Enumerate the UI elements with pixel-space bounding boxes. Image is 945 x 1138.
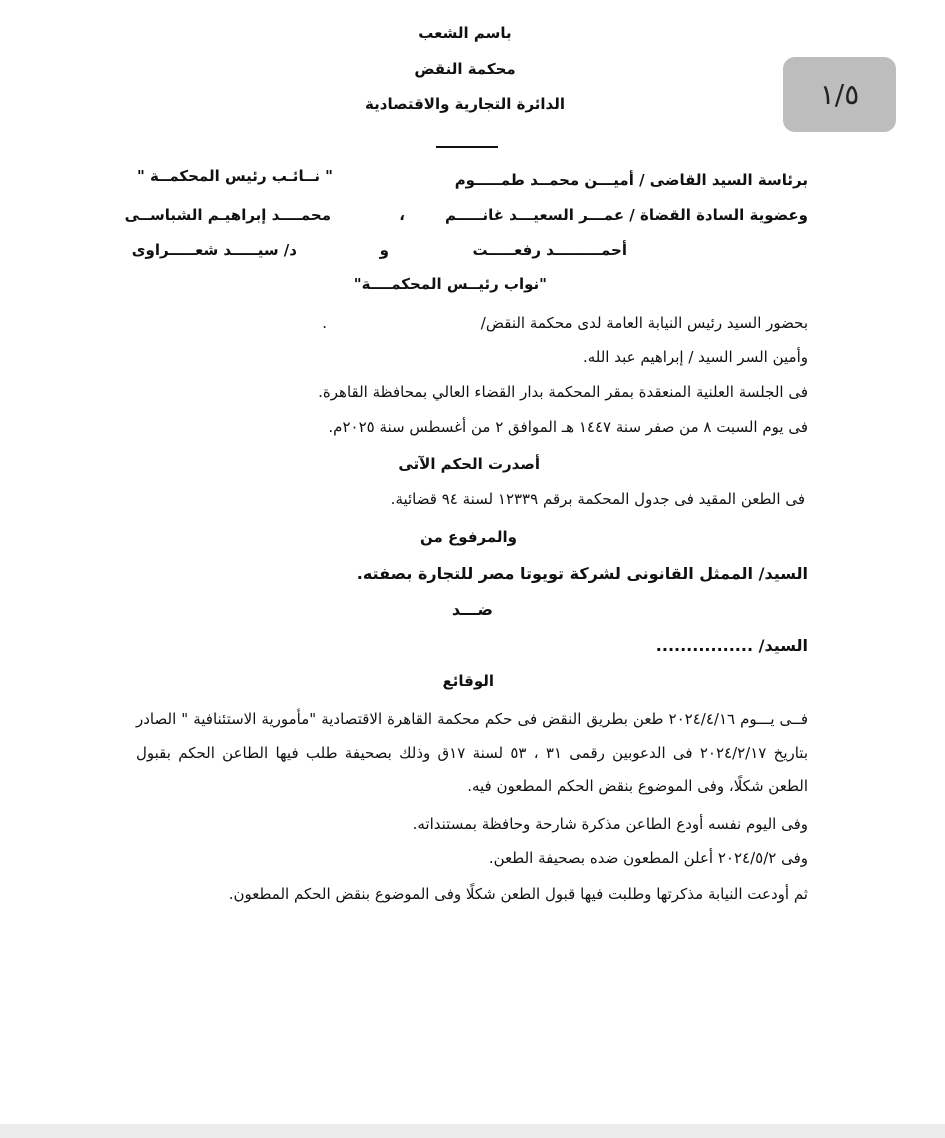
header-divider — [436, 146, 498, 148]
facts-line-4: ثم أودعت النيابة مذكرتها وطلبت فيها قبول الطعن شكلًا وفى الموضوع بنقض الحكم المطعون. — [228, 885, 808, 903]
session-place: فى الجلسة العلنية المنعقدة بمقر المحكمة بدار القضاء العالي بمحافظة القاهرة. — [318, 383, 808, 401]
page-number-badge: ١/٥ — [783, 57, 896, 132]
against-word: ضـــد — [451, 600, 493, 619]
facts-paragraph-1: فــى يـــوم ٢٠٢٤/٤/١٦ طعن بطريق النقض فى حكم محكمة القاهرة الاقتصادية "مأمورية الاستئنافية " الصادر بتاريخ ٢٠٢٤/٢/١٧ فى الدعوبين رقمى ٣١ ، ٥٣ لسنة ١٧ق وذلك بصحيفة طلب فيها الطاعن الحكم بقبول الطعن شكلًا، وفى الموضوع بنقض الحكم المطعون فيه. — [136, 710, 809, 795]
members-and: و — [379, 241, 389, 259]
header-circuit-name: الدائرة التجارية والاقتصادية — [365, 95, 565, 113]
header-court-name: محكمة النقض — [414, 60, 516, 78]
member-2: محمــــد إبراهيـم الشباســى — [124, 206, 331, 224]
member-3: أحمـــــــــد رفعـــــت — [472, 241, 627, 259]
prosecution-attendance: بحضور السيد رئيس النيابة العامة لدى محكمة النقض/ — [480, 314, 808, 332]
respondent-line: السيد/ ................ — [655, 636, 808, 655]
members-label: وعضوية السادة القضاة / عمـــر السعيـــد غانـــــم — [445, 206, 808, 224]
header-in-the-name-of-the-people: باسم الشعب — [418, 24, 512, 42]
secretary-line: وأمين السر السيد / إبراهيم عبد الله. — [582, 348, 808, 366]
ruling-issued-heading: أصدرت الحكم الآتى — [398, 455, 540, 473]
facts-heading: الوقائع — [442, 672, 494, 690]
facts-line-3: وفى ٢٠٢٤/٥/٢ أعلن المطعون ضده بصحيفة الطعن. — [488, 849, 808, 867]
deputies-title: "نواب رئيــس المحكمــــة" — [353, 275, 547, 293]
prosecution-dot: . — [322, 314, 327, 332]
member-4: د/ سيـــــد شعـــــراوى — [131, 241, 297, 259]
facts-line-2: وفى اليوم نفسه أودع الطاعن مذكرة شارحة وحافظة بمستنداته. — [412, 815, 808, 833]
session-date: فى يوم السبت ٨ من صفر سنة ١٤٤٧ هـ الموافق ٢ من أغسطس سنة ٢٠٢٥م. — [328, 418, 808, 436]
presidency-label: برئاسة السيد القاضى / أميـــن محمــد طمـــــوم — [454, 171, 808, 189]
filed-by-heading: والمرفوع من — [420, 528, 517, 546]
appeal-reference: فى الطعن المقيد فى جدول المحكمة برقم ١٢٣٣٩ لسنة ٩٤ قضائية. — [390, 490, 805, 508]
presidency-title: " نــائـب رئيس المحكمــة " — [136, 167, 333, 185]
members-separator: ، — [399, 206, 405, 224]
appellant-line: السيد/ الممثل القانونى لشركة تويوتا مصر للتجارة بصفته. — [356, 564, 808, 583]
bottom-edge-strip — [0, 1124, 945, 1138]
